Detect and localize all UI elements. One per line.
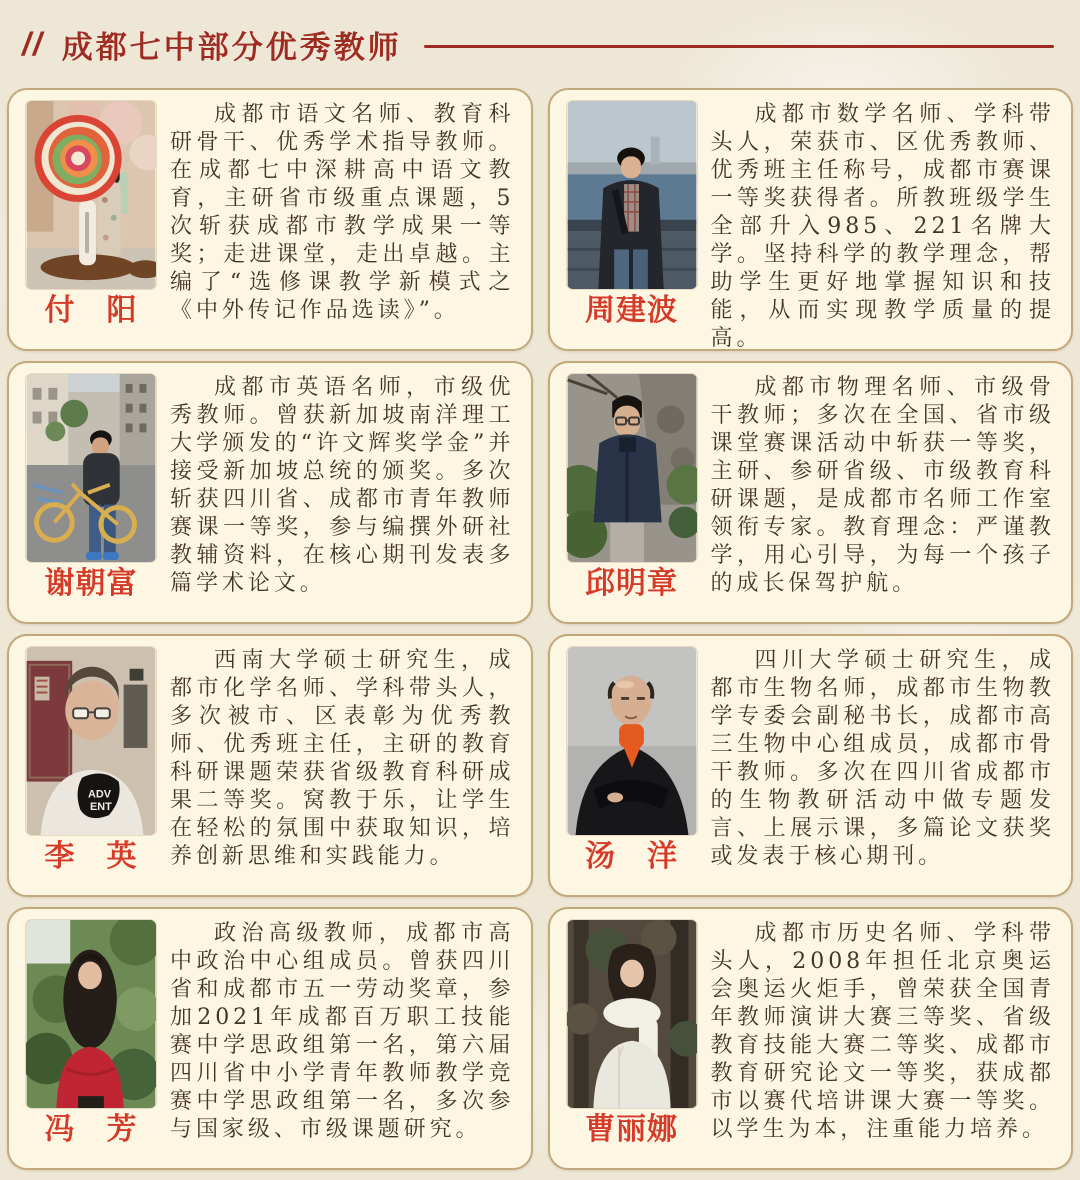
teacher-name: 付 阳 xyxy=(44,294,138,327)
teacher-description: 成都市英语名师，市级优秀教师。曾获新加坡南洋理工大学颁发的“许文辉奖学金”并接受新加坡总统的颁奖。多次斩获四川省、成都市青年教师赛课一等奖，参与编撰外研社教辅资料，在核心期刊发表多篇学术论文。 xyxy=(170,375,515,596)
teacher-card-fu-yang xyxy=(7,88,533,351)
teacher-photo-feng-fang xyxy=(26,920,156,1108)
teacher-card-qiu-mingzhang xyxy=(548,361,1074,624)
teacher-photo-qiu-mingzhang xyxy=(567,374,697,562)
portrait-column xyxy=(25,920,157,1160)
photo-lollipop-scene xyxy=(26,101,156,289)
teacher-description: 西南大学硕士研究生，成都市化学名师、学科带头人，多次被市、区表彰为优秀教师、优秀班主任，主研的教育科研课题荣获省级教育科研成果二等奖。窝教于乐，让学生在轻松的氛围中获取知识，培养创新思维和实践能力。 xyxy=(170,648,515,869)
teacher-description: 成都市历史名师、学科带头人，2008年担任北京奥运会奥运火炬手，曾荣获全国青年教师演讲大赛三等奖、省级教育技能大赛二等奖、成都市教育研究论文一等奖，获成都市以赛代培讲课大赛一等奖。以学生为本，注重能力培养。 xyxy=(710,921,1055,1142)
photo-garden-rock-scene xyxy=(567,374,697,562)
shirt-text-line1: ADV xyxy=(88,788,112,801)
teacher-name: 李 英 xyxy=(44,840,138,873)
teacher-card-feng-fang xyxy=(7,907,533,1170)
portrait-column xyxy=(25,101,157,341)
teacher-description: 成都市物理名师、市级骨干教师；多次在全国、省市级课堂赛课活动中斩获一等奖，主研、参研省级、市级教育科研课题，是成都市名师工作室领衔专家。教育理念：严谨教学，用心引导，为每一个孩子的成长保驾护航。 xyxy=(710,375,1055,596)
teacher-description: 成都市语文名师、教育科研骨干、优秀学术指导教师。在成都七中深耕高中语文教育，主研省市级重点课题，5次斩获成都市教学成果一等奖；走进课堂，走出卓越。主编了“选修课教学新模式之《中外传记作品选读》”。 xyxy=(170,102,515,323)
double-slash-decoration: // xyxy=(22,25,44,62)
teacher-name: 冯 芳 xyxy=(44,1113,138,1146)
teacher-card-tang-yang xyxy=(548,634,1074,897)
title-rule-line xyxy=(424,45,1054,48)
teacher-photo-tang-yang xyxy=(567,647,697,835)
portrait-column xyxy=(25,647,157,887)
photo-indoor-portrait xyxy=(26,647,156,835)
teacher-name: 谢朝富 xyxy=(44,567,138,600)
teacher-photo-cao-lina xyxy=(567,920,697,1108)
teacher-card-zhou-jianbo xyxy=(548,88,1074,351)
teacher-description: 政治高级教师，成都市高中政治中心组成员。曾获四川省和成都市五一劳动奖章，参加2021年成都百万职工技能赛中学思政组第一名，第六届四川省中小学青年教师教学竞赛中学思政组第一名，多次参与国家级、市级课题研究。 xyxy=(170,921,515,1142)
portrait-column xyxy=(566,647,698,887)
photo-forest-portrait xyxy=(567,920,697,1108)
photo-studio-portrait xyxy=(567,647,697,835)
shirt-text-line2: ENT xyxy=(90,801,112,814)
teacher-grid xyxy=(0,88,1080,1170)
portrait-column xyxy=(566,374,698,614)
portrait-column xyxy=(566,920,698,1160)
teacher-photo-xie-chaofu xyxy=(26,374,156,562)
teacher-name: 汤 洋 xyxy=(585,840,678,873)
photo-street-bicycle-scene xyxy=(26,374,156,562)
portrait-column xyxy=(25,374,157,614)
photo-greenery-portrait xyxy=(26,920,156,1108)
teacher-card-cao-lina xyxy=(548,907,1074,1170)
teacher-card-li-ying xyxy=(7,634,533,897)
page-title: 成都七中部分优秀教师 xyxy=(61,29,402,65)
teacher-photo-zhou-jianbo xyxy=(567,101,697,289)
teacher-card-xie-chaofu xyxy=(7,361,533,624)
page-header xyxy=(0,0,1080,88)
teacher-photo-fu-yang xyxy=(26,101,156,289)
photo-lakeside-scene xyxy=(567,101,697,289)
teacher-description: 成都市数学名师、学科带头人，荣获市、区优秀教师、优秀班主任称号，成都市赛课一等奖获得者。所教班级学生全部升入985、221名牌大学。坚持科学的教学理念，帮助学生更好地掌握知识和技能，从而实现教学质量的提高。 xyxy=(710,102,1055,351)
teacher-photo-li-ying xyxy=(26,647,156,835)
teacher-name: 周建波 xyxy=(585,294,678,327)
teacher-name: 邱明章 xyxy=(585,567,678,600)
portrait-column xyxy=(566,101,698,341)
teacher-name: 曹丽娜 xyxy=(585,1113,678,1146)
teacher-description: 四川大学硕士研究生，成都市生物名师，成都市生物教学专委会副秘书长，成都市高三生物中心组成员，成都市骨干教师。多次在四川省成都市的生物教研活动中做专题发言、上展示课，多篇论文获奖或发表于核心期刊。 xyxy=(710,648,1055,869)
